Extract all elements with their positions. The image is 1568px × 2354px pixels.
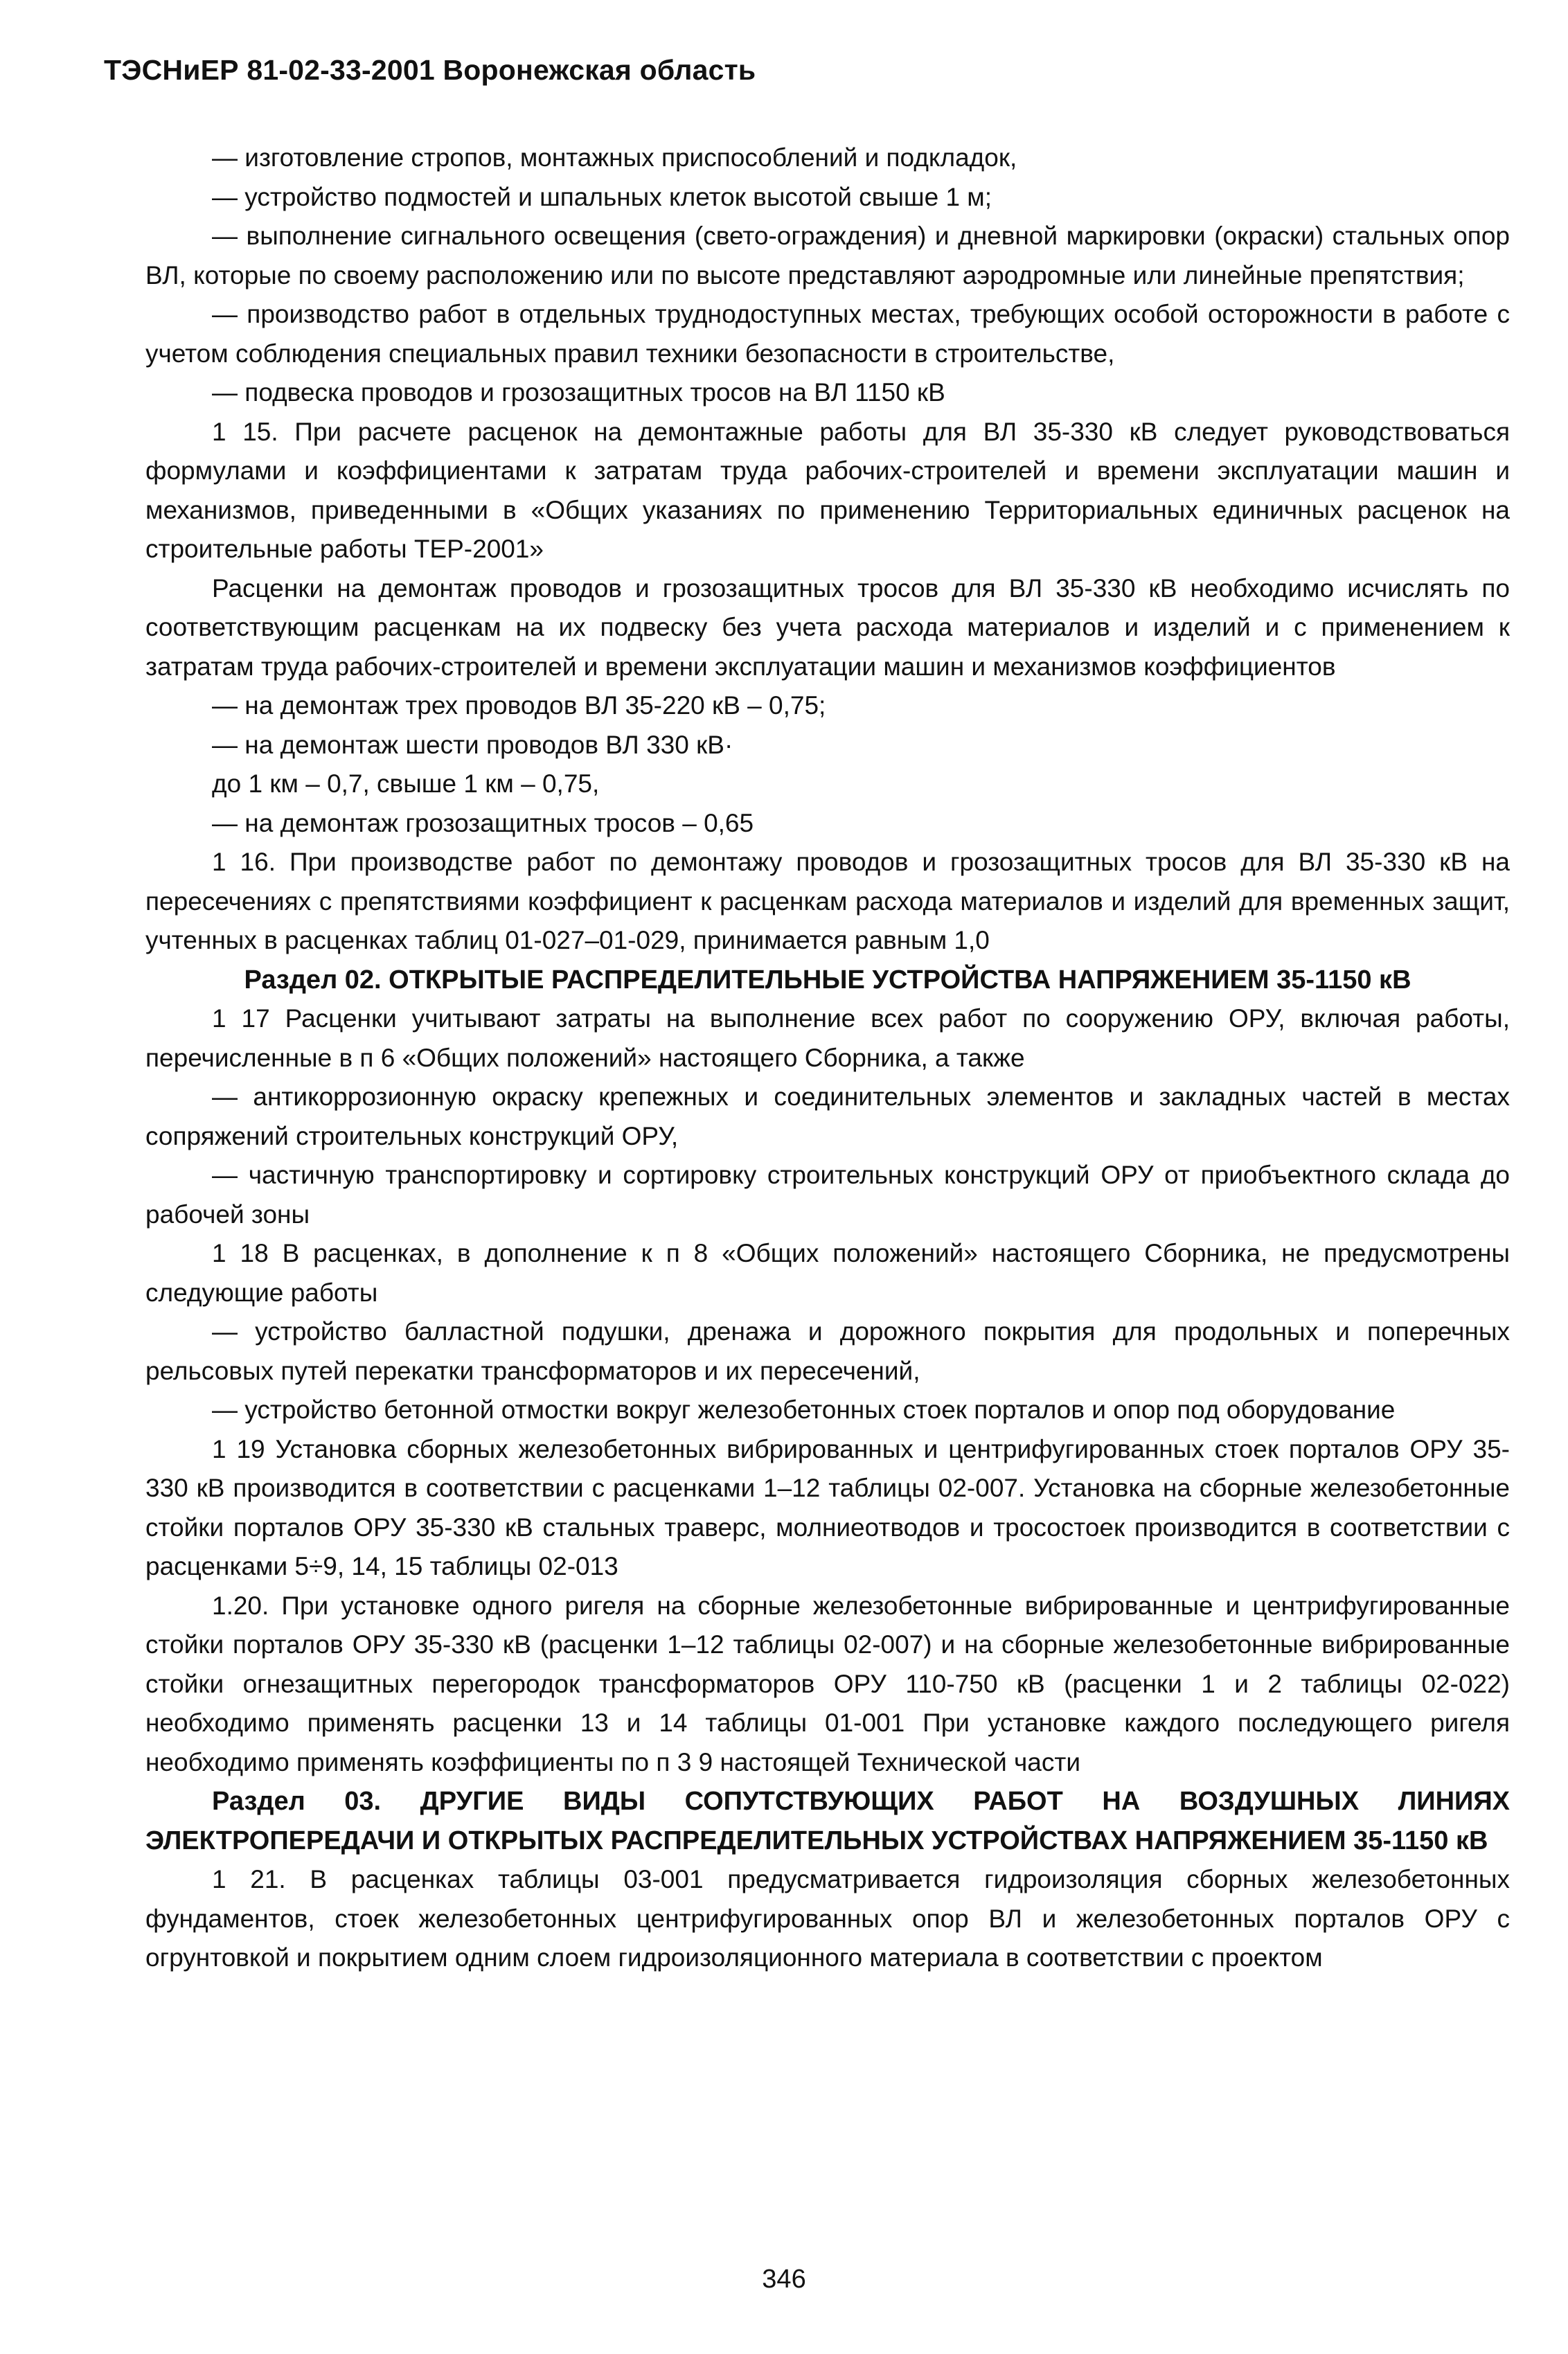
paragraph-list-subitem: до 1 км – 0,7, свыше 1 км – 0,75, xyxy=(212,769,600,798)
paragraph-clause-1-17: 1 17 Расценки учитывают затраты на выполнение всех работ по сооружению ОРУ, включая работы, перечисленные в п 6 «Общих положений» настоящего Сборника, а также xyxy=(145,1004,1510,1072)
paragraph-list-item: — антикоррозионную окраску крепежных и соединительных элементов и закладных частей в местах сопряжений строительных конструкций ОРУ, xyxy=(145,1082,1510,1150)
paragraph-list-item: — частичную транспортировку и сортировку строительных конструкций ОРУ от приобъектного склада до рабочей зоны xyxy=(145,1161,1510,1229)
paragraph-list-item: — устройство бетонной отмостки вокруг железобетонных стоек порталов и опор под оборудование xyxy=(212,1396,1396,1424)
section-02-title: Раздел 02. ОТКРЫТЫЕ РАСПРЕДЕЛИТЕЛЬНЫЕ УСТРОЙСТВА НАПРЯЖЕНИЕМ 35-1150 кВ xyxy=(244,965,1411,995)
paragraph-clause-1-21: 1 21. В расценках таблицы 03-001 предусматривается гидроизоляция сборных железобетонных фундаментов, стоек железобетонных центрифугированных опор ВЛ и железобетонных порталов ОРУ с огрунтовкой и покрытием одним слоем гидроизоляционного материала в соответствии с проектом xyxy=(145,1865,1510,1972)
paragraph-clause-1-15: 1 15. При расчете расценок на демонтажные работы для ВЛ 35-330 кВ следует руководствоваться формулами и коэффициентами к затратам труда рабочих-строителей и времени эксплуатации машин и механизмов, приведенными в «Общих указаниях по применению Территориальных единичных расценок на строительные работы ТЕР-2001» xyxy=(145,417,1510,563)
paragraph-list-item: — подвеска проводов и грозозащитных тросов на ВЛ 1150 кВ xyxy=(212,378,945,407)
paragraph-clause-1-20: 1.20. При установке одного ригеля на сборные железобетонные вибрированные и центрифугированные стойки порталов ОРУ 35-330 кВ (расценки 1–12 таблицы 02-007) и на сборные железобетонные вибрированные стойки огнезащитных перегородок трансформаторов ОРУ 110-750 кВ (расценки 1 и 2 таблицы 02-022) необходимо применять расценки 13 и 14 таблицы 01-001 При установке каждого последующего ригеля необходимо применять коэффициенты по п 3 9 настоящей Технической части xyxy=(145,1591,1510,1776)
paragraph-dismantling-rates: Расценки на демонтаж проводов и грозозащитных тросов для ВЛ 35-330 кВ необходимо исчислять по соответствующим расценкам на их подвеску без учета расхода материалов и изделий и с применением к затратам труда рабочих-строителей и времени эксплуатации машин и механизмов коэффициентов xyxy=(145,573,1510,681)
paragraph-clause-1-16: 1 16. При производстве работ по демонтажу проводов и грозозащитных тросов для ВЛ 35-330 кВ на пересечениях с препятствиями коэффициент к расценкам расхода материалов и изделий для временных защит, учтенных в расценках таблиц 01-027–01-029, принимается равным 1,0 xyxy=(145,848,1510,954)
paragraph-list-item: — на демонтаж трех проводов ВЛ 35-220 кВ – 0,75; xyxy=(212,691,826,720)
paragraph-list-item: — на демонтаж грозозащитных тросов – 0,65 xyxy=(212,808,754,837)
paragraph-list-item: — устройство балластной подушки, дренажа и дорожного покрытия для продольных и поперечных рельсовых путей перекатки трансформаторов и их пересечений, xyxy=(145,1317,1510,1385)
paragraph-list-item: — выполнение сигнального освещения (свето-ограждения) и дневной маркировки (окраски) стальных опор ВЛ, которые по своему расположению или по высоте представляют аэродромные или линейные препятствия; xyxy=(145,222,1510,289)
section-03-title: Раздел 03. ДРУГИЕ ВИДЫ СОПУТСТВУЮЩИХ РАБОТ НА ВОЗДУШНЫХ ЛИНИЯХ ЭЛЕКТРОПЕРЕДАЧИ И ОТКРЫТЫХ РАСПРЕДЕЛИТЕЛЬНЫХ УСТРОЙСТВАХ НАПРЯЖЕНИЕМ 35-1150 кВ xyxy=(145,1787,1510,1855)
paragraph-clause-1-18: 1 18 В расценках, в дополнение к п 8 «Общих положений» настоящего Сборника, не предусмотрены следующие работы xyxy=(145,1239,1510,1307)
document-body xyxy=(145,139,1510,1978)
paragraph-list-item: — изготовление стропов, монтажных приспособлений и подкладок, xyxy=(212,143,1017,172)
page-number: 346 xyxy=(762,2265,806,2294)
document-header: ТЭСНиЕР 81-02-33-2001 Воронежская область xyxy=(104,54,756,86)
paragraph-list-item: — производство работ в отдельных труднодоступных местах, требующих особой осторожности в работе с учетом соблюдения специальных правил техники безопасности в строительстве, xyxy=(145,300,1510,368)
paragraph-list-item: — на демонтаж шести проводов ВЛ 330 кВ· xyxy=(212,730,733,759)
paragraph-clause-1-19: 1 19 Установка сборных железобетонных вибрированных и центрифугированных стоек порталов ОРУ 35-330 кВ производится в соответствии с расценками 1–12 таблицы 02-007. Установка на сборные железобетонные стойки порталов ОРУ 35-330 кВ стальных траверс, молниеотводов и тросостоек производится в соответствии с расценками 5÷9, 14, 15 таблицы 02-013 xyxy=(145,1434,1510,1580)
paragraph-list-item: — устройство подмостей и шпальных клеток высотой свыше 1 м; xyxy=(212,182,992,211)
